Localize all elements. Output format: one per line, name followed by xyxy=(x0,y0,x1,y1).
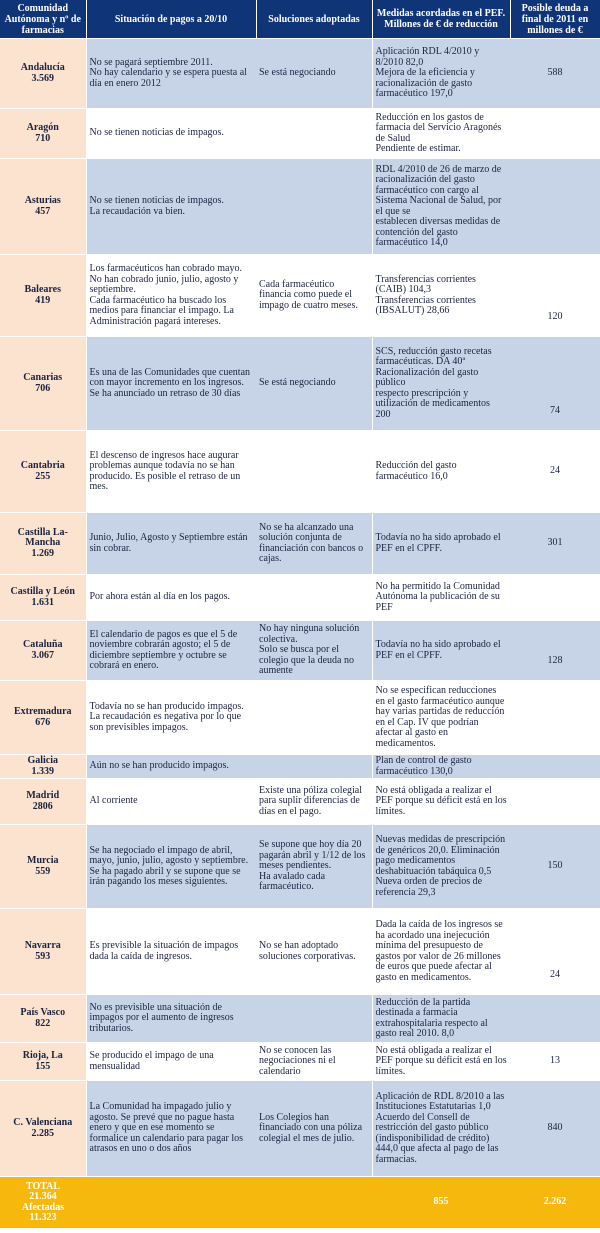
debt-cell: 120 xyxy=(510,255,600,337)
total-row xyxy=(0,1177,600,1229)
header-region: Comunidad Autónoma y nº de farmacias xyxy=(0,0,86,39)
measures-cell: Dada la caída de los ingresos se ha acordado una inejecución mínima del presupuesto de gastos por valor de 26 millones de euros que puede afectar al gasto en medicamentos. xyxy=(372,909,510,995)
table-row xyxy=(0,431,600,513)
solutions-cell: No se ha alcanzado una solución conjunta de financiación con bancos o cajas. xyxy=(256,513,372,575)
payments-cell: Se ha negociado el impago de abril, mayo, junio, julio, agosto y septiembre. Se ha pagado abril y se supone que se irán pagando los meses siguientes. xyxy=(86,825,256,909)
solutions-cell: Cada farmacéutico financia como puede el impago de cuatro meses. xyxy=(256,255,372,337)
measures-cell: No está obligada a realizar el PEF porque su déficit está en los límites. xyxy=(372,1043,510,1081)
pharmacy-count: 255 xyxy=(35,470,51,482)
table-body xyxy=(0,39,600,1177)
region-name: Navarra xyxy=(24,940,61,951)
total-label: TOTAL xyxy=(25,1180,61,1192)
payments-cell: Los farmacéuticos han cobrado mayo. No han cobrado junio, julio, agosto y septiembre. Cada farmacéutico ha buscado los medios para financiar el impago. La Administración pagará intereses. xyxy=(86,255,256,337)
region-name: Extremadura xyxy=(13,706,72,717)
region-cell xyxy=(0,1081,86,1177)
table-row xyxy=(0,1043,600,1081)
debt-cell: 588 xyxy=(510,39,600,109)
total-measures: 855 xyxy=(372,1177,510,1229)
region-cell xyxy=(0,681,86,755)
payments-cell: Es previsible la situación de impagos dada la caída de ingresos. xyxy=(86,909,256,995)
region-cell xyxy=(0,159,86,255)
measures-cell: No se especifican reducciones en el gasto farmacéutico aunque hay varias partidas de reducción en el Cap. IV que podrían afectar al gasto en medicamentos. xyxy=(372,681,510,755)
debt-cell: 24 xyxy=(510,431,600,513)
solutions-cell: Se supone que hoy día 20 pagarán abril y 1/12 de los meses pendientes. Ha avalado cada farmacéutico. xyxy=(256,825,372,909)
region-name: Aragón xyxy=(26,122,59,133)
debt-cell: 301 xyxy=(510,513,600,575)
region-cell xyxy=(0,431,86,513)
payments-cell: No es previsible una situación de impagos por el aumento de ingresos tributarios. xyxy=(86,995,256,1043)
pharmacy-count: 593 xyxy=(35,950,51,962)
pharmacy-count: 3.067 xyxy=(31,649,54,661)
solutions-cell xyxy=(256,755,372,779)
solutions-cell: Existe una póliza colegial para suplir diferencias de días en el pago. xyxy=(256,779,372,825)
total-empty xyxy=(256,1177,372,1229)
region-name: Asturias xyxy=(24,195,61,206)
solutions-cell xyxy=(256,431,372,513)
table-row xyxy=(0,825,600,909)
measures-cell: Nuevas medidas de prescripción de genéricos 20,0. Eliminación pago medicamentos deshabituación tabáquica 0,5 Nueva orden de precios de referencia 29,3 xyxy=(372,825,510,909)
region-name: Galicia xyxy=(27,755,59,766)
region-cell xyxy=(0,621,86,681)
payments-cell: El descenso de ingresos hace augurar problemas aunque todavía no se han producido. Es posible el retraso de un mes. xyxy=(86,431,256,513)
payments-cell: Por ahora están al día en los pagos. xyxy=(86,575,256,621)
header-debt: Posible deuda a final de 2011 en millones de € xyxy=(510,0,600,39)
debt-cell xyxy=(510,681,600,755)
total-farmacias: 21.364 xyxy=(29,1191,57,1202)
pharmacy-count: 822 xyxy=(35,1017,51,1029)
pharmacy-count: 2806 xyxy=(32,800,53,812)
region-cell xyxy=(0,755,86,779)
table-row xyxy=(0,39,600,109)
solutions-cell xyxy=(256,575,372,621)
debt-cell: 13 xyxy=(510,1043,600,1081)
table-row xyxy=(0,575,600,621)
region-name: Madrid xyxy=(26,790,60,801)
measures-cell: No ha permitido la Comunidad Autónoma la publicación de su PEF xyxy=(372,575,510,621)
pharmacy-count: 1.269 xyxy=(31,547,54,559)
pharmacy-count: 676 xyxy=(35,716,51,728)
solutions-cell xyxy=(256,995,372,1043)
debt-cell: 74 xyxy=(510,337,600,431)
header-measures: Medidas acordadas en el PEF. Millones de € de reducción xyxy=(372,0,510,39)
measures-cell: RDL 4/2010 de 26 de marzo de racionalización del gasto farmacéutico con cargo al Sistema Nacional de Salud, por el que se establecen diversas medidas de contención del gasto farmacéutico 14,0 xyxy=(372,159,510,255)
measures-cell: Todavía no ha sido aprobado el PEF en el CPFF. xyxy=(372,513,510,575)
region-name: C. Valenciana xyxy=(13,1117,73,1128)
region-name: Baleares xyxy=(24,284,61,295)
region-name: Castilla y León xyxy=(10,586,75,597)
pharmacy-count: 559 xyxy=(35,865,51,877)
table-row xyxy=(0,909,600,995)
pharmacy-count: 419 xyxy=(35,294,51,306)
pharmacy-count: 457 xyxy=(35,205,51,217)
total-label-cell xyxy=(0,1177,86,1229)
region-name: Cataluña xyxy=(23,639,63,650)
region-name: País Vasco xyxy=(20,1007,66,1018)
payments-cell: Aún no se han producido impagos. xyxy=(86,755,256,779)
solutions-cell: Los Colegios han financiado con una póliza colegial el mes de julio. xyxy=(256,1081,372,1177)
table-row xyxy=(0,1081,600,1177)
measures-cell: Reducción de la partida destinada a farmacia extrahospitalaria respecto al gasto real 2010. 8,0 xyxy=(372,995,510,1043)
payments-cell: Todavía no se han producido impagos. La recaudación es negativa por lo que son previsibles impagos. xyxy=(86,681,256,755)
debt-cell xyxy=(510,755,600,779)
solutions-cell xyxy=(256,109,372,159)
region-cell xyxy=(0,337,86,431)
table-row xyxy=(0,159,600,255)
pharmacy-count: 155 xyxy=(35,1060,51,1072)
debt-cell xyxy=(510,109,600,159)
region-cell xyxy=(0,255,86,337)
pharmacy-count: 1.631 xyxy=(31,596,54,608)
total-empty xyxy=(86,1177,256,1229)
region-name: Cantabria xyxy=(20,460,65,471)
region-cell xyxy=(0,909,86,995)
region-cell xyxy=(0,109,86,159)
debt-cell: 128 xyxy=(510,621,600,681)
table-row xyxy=(0,337,600,431)
solutions-cell: Se está negociando xyxy=(256,39,372,109)
pharmacy-count: 1.339 xyxy=(31,765,54,777)
payments-cell: Junio, Julio, Agosto y Septiembre están sin cobrar. xyxy=(86,513,256,575)
payments-cell: No se tienen noticias de impagos. xyxy=(86,109,256,159)
measures-cell: Todavía no ha sido aprobado el PEF en el CPFF. xyxy=(372,621,510,681)
payments-cell: Es una de las Comunidades que cuentan con mayor incremento en los ingresos. Se ha anunciado un retraso de 30 días xyxy=(86,337,256,431)
debt-cell: 24 xyxy=(510,909,600,995)
table-row xyxy=(0,255,600,337)
region-cell xyxy=(0,39,86,109)
pharmacy-count: 2.285 xyxy=(31,1127,54,1139)
payments-cell: El calendario de pagos es que el 5 de noviembre cobrarán agosto; el 5 de diciembre septiembre y octubre se cobrará en enero. xyxy=(86,621,256,681)
table-row xyxy=(0,755,600,779)
region-name: Canarias xyxy=(23,372,63,383)
measures-cell: SCS, reducción gasto recetas farmacéuticas. DA 40ª Racionalización del gasto público respecto prescripción y utilización de medicamentos 200 xyxy=(372,337,510,431)
region-name: Rioja, La xyxy=(22,1050,63,1061)
total-afectadas-label: Afectadas xyxy=(21,1201,65,1213)
debt-cell: 150 xyxy=(510,825,600,909)
region-cell xyxy=(0,513,86,575)
total-debt: 2.262 xyxy=(510,1177,600,1229)
table-row xyxy=(0,779,600,825)
region-cell xyxy=(0,1043,86,1081)
solutions-cell: No se han adoptado soluciones corporativas. xyxy=(256,909,372,995)
payments-cell: Al corriente xyxy=(86,779,256,825)
table-row xyxy=(0,109,600,159)
debt-cell: 840 xyxy=(510,1081,600,1177)
solutions-cell: No se conocen las negociaciones ni el calendario xyxy=(256,1043,372,1081)
region-cell xyxy=(0,575,86,621)
region-name: Murcia xyxy=(27,855,59,866)
payments-cell: No se tienen noticias de impagos. La recaudación va bien. xyxy=(86,159,256,255)
debt-cell xyxy=(510,159,600,255)
debt-cell xyxy=(510,575,600,621)
debt-cell xyxy=(510,995,600,1043)
measures-cell: Transferencias corrientes (CAIB) 104,3 Transferencias corrientes (IBSALUT) 28,66 xyxy=(372,255,510,337)
pharmacy-count: 3.569 xyxy=(31,72,54,84)
measures-cell: Plan de control de gasto farmacéutico 130,0 xyxy=(372,755,510,779)
payments-cell: No se pagará septiembre 2011. No hay calendario y se espera puesta al día en enero 2012 xyxy=(86,39,256,109)
region-cell xyxy=(0,779,86,825)
payments-cell: Se producido el impago de una mensualidad xyxy=(86,1043,256,1081)
measures-cell: No está obligada a realizar el PEF porque su déficit está en los límites. xyxy=(372,779,510,825)
table-row xyxy=(0,681,600,755)
payments-cell: La Comunidad ha impagado julio y agosto. Se prevé que no pague hasta enero y que en ese momento se formalice un calendario para pagar los atrasos en uno o dos años xyxy=(86,1081,256,1177)
header-payments: Situación de pagos a 20/10 xyxy=(86,0,256,39)
header-solutions: Soluciones adoptadas xyxy=(256,0,372,39)
pharmacy-count: 706 xyxy=(35,382,51,394)
total-afectadas: 11.323 xyxy=(29,1212,57,1223)
region-cell xyxy=(0,995,86,1043)
debt-cell xyxy=(510,779,600,825)
measures-cell: Reducción en los gastos de farmacia del Servicio Aragonés de Salud Pendiente de estimar. xyxy=(372,109,510,159)
table-row xyxy=(0,995,600,1043)
solutions-cell xyxy=(256,159,372,255)
measures-cell: Reducción del gasto farmacéutico 16,0 xyxy=(372,431,510,513)
solutions-cell xyxy=(256,681,372,755)
region-name: Andalucía xyxy=(20,62,65,73)
solutions-cell: No hay ninguna solución colectiva. Solo se busca por el colegio que la deuda no aumente xyxy=(256,621,372,681)
table-row xyxy=(0,621,600,681)
measures-cell: Aplicación RDL 4/2010 y 8/2010 82,0 Mejora de la eficiencia y racionalización de gasto farmacéutico 197,0 xyxy=(372,39,510,109)
solutions-cell: Se está negociando xyxy=(256,337,372,431)
header-row xyxy=(0,0,600,39)
measures-cell: Aplicación de RDL 8/2010 a las Instituciones Estatutarias 1,0 Acuerdo del Consell de restricción del gasto público (indisponibilidad de crédito) 444,0 que afecta al pago de las farmacias. xyxy=(372,1081,510,1177)
region-cell xyxy=(0,825,86,909)
table-row xyxy=(0,513,600,575)
region-name: Castilla La-Mancha xyxy=(17,526,68,549)
pharmacy-count: 710 xyxy=(35,132,51,144)
